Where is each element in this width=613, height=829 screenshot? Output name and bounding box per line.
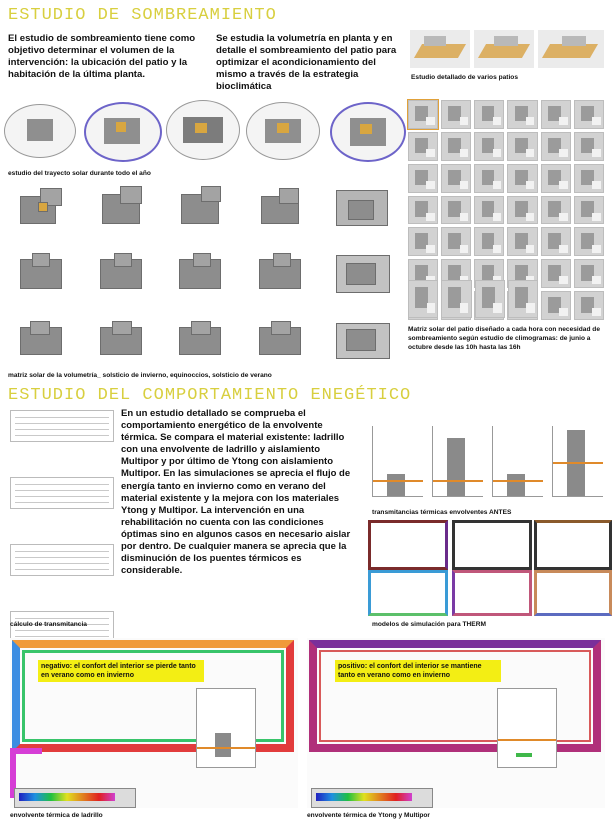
therm-model: [534, 570, 612, 616]
patio-matrix-cell: [474, 227, 504, 256]
transmittance-table: [10, 477, 114, 509]
patio-matrix-cell: [408, 132, 438, 161]
sun-path-diagram: [330, 102, 406, 162]
patio-solar-matrix-lastrow: [408, 280, 538, 318]
patio-matrix-cell: [441, 227, 471, 256]
volumetry-render: [328, 180, 402, 239]
patio-matrix-cell: [474, 132, 504, 161]
envelope-chart: [196, 688, 256, 768]
patio-matrix-cell: [574, 100, 604, 129]
patio-matrix-cell: [441, 196, 471, 225]
patio-matrix-cell: [507, 100, 537, 129]
volumetry-render: [90, 311, 164, 370]
volumetry-render: [169, 311, 243, 370]
envelope-chart: [497, 688, 557, 768]
patio-matrix-cell: [441, 280, 471, 318]
therm-model: [452, 570, 532, 616]
sun-path-diagram: [166, 100, 240, 160]
patio-study-images: [410, 30, 606, 70]
volumetry-render: [169, 180, 243, 239]
intro-paragraph-right: Se estudia la volumetría en planta y en detalle el sombreamiento del patio para optimizar el acondicionamiento del mismo a través de la estrategia bioclimática: [216, 33, 397, 92]
sun-path-diagrams: [4, 98, 402, 166]
patio-matrix-cell: [507, 132, 537, 161]
section-heading-sombreamiento: ESTUDIO DE SOMBREAMIENTO: [8, 6, 277, 25]
transmittance-chart: [552, 426, 603, 497]
volumetry-render: [10, 180, 84, 239]
transmittance-table: [10, 410, 114, 442]
therm-model: [452, 520, 532, 570]
transmittance-chart: [492, 426, 543, 497]
energy-paragraph: En un estudio detallado se comprueba el comportamiento energético de la envolvente térmica. Se compara el material existente: ladrillo con una envolvente de ladrillo y aislamiento Multipor y por último de Ytong con aislamiento Multipor. En las simulaciones se aprecia el flujo de energía tanto en invierno como en verano del material existente y la mejora con los materiales Ytong y Multipor. La intervención en una rehabilitación no cuenta con las condiciones óptimas sino en algunos casos en necesario aislar por dentro. De cualquier manera se aprecia que la disminución de los puentes térmicos es considerable.: [121, 408, 351, 577]
transmittance-charts: [368, 410, 608, 506]
volumetry-render: [10, 311, 84, 370]
therm-model: [368, 520, 448, 570]
volumetry-render: [90, 245, 164, 304]
sun-path-diagram: [246, 102, 320, 160]
volumetry-render: [328, 311, 402, 370]
patio-matrix-cell: [475, 280, 505, 318]
label-negativo: negativo: el confort del interior se pierde tanto en verano como en invierno: [38, 660, 204, 682]
volumetry-solar-matrix: [10, 180, 402, 370]
caption-patios: Estudio detallado de varios patios: [411, 74, 518, 81]
patio-matrix-cell: [408, 227, 438, 256]
transmittance-chart: [432, 426, 483, 497]
transmittance-table: [10, 544, 114, 576]
caption-transmitancias: transmitancias térmicas envolventes ANTES: [372, 509, 512, 516]
patio-matrix-cell: [474, 100, 504, 129]
patio-matrix-cell: [441, 132, 471, 161]
transmittance-tables: [10, 410, 114, 618]
patio-image: [474, 30, 534, 68]
transmittance-chart: [372, 426, 423, 497]
caption-ladrillo: envolvente térmica de ladrillo: [10, 812, 103, 819]
volumetry-render: [249, 180, 323, 239]
patio-matrix-cell: [507, 227, 537, 256]
patio-matrix-cell: [541, 291, 571, 320]
patio-matrix-cell: [541, 164, 571, 193]
patio-matrix-cell: [574, 259, 604, 288]
patio-matrix-cell: [441, 100, 471, 129]
patio-matrix-cell: [507, 164, 537, 193]
caption-calculo: cálculo de transmitancia: [10, 621, 87, 628]
patio-matrix-cell: [441, 164, 471, 193]
patio-matrix-cell: [408, 196, 438, 225]
patio-matrix-cell: [474, 164, 504, 193]
patio-matrix-cell: [541, 196, 571, 225]
patio-matrix-cell: [574, 227, 604, 256]
intro-paragraph-left: El estudio de sombreamiento tiene como objetivo determinar el volumen de la intervención: la ubicación del patio y la habitación de la última planta.: [8, 33, 196, 80]
patio-matrix-cell: [574, 164, 604, 193]
patio-matrix-cell: [508, 280, 538, 318]
volumetry-render: [249, 311, 323, 370]
volumetry-render: [90, 180, 164, 239]
therm-model: [368, 570, 448, 616]
section-heading-energetico: ESTUDIO DEL COMPORTAMIENTO ENEGÉTICO: [8, 386, 412, 405]
patio-matrix-cell: [408, 100, 438, 129]
color-legend: [14, 788, 136, 808]
patio-matrix-cell: [541, 259, 571, 288]
caption-matriz-volumetria: matriz solar de la volumetría_ solsticio de invierno, equinoccios, solsticio de verano: [8, 372, 272, 379]
volumetry-render: [249, 245, 323, 304]
volumetry-render: [328, 245, 402, 304]
patio-image: [410, 30, 470, 68]
color-legend: [311, 788, 433, 808]
therm-model: [534, 520, 612, 570]
patio-matrix-cell: [541, 100, 571, 129]
caption-ytong: envolvente térmica de Ytong y Multipor: [307, 812, 430, 819]
patio-matrix-cell: [507, 196, 537, 225]
caption-matriz-patio: Matriz solar del patio diseñado a cada hora con necesidad de sombreamiento según estudio de climogramas: de junio a octubre desde las 10h hasta las 16h: [408, 326, 601, 351]
patio-matrix-cell: [474, 196, 504, 225]
caption-modelos: modelos de simulación para THERM: [372, 621, 486, 628]
patio-matrix-cell: [541, 132, 571, 161]
caption-trayecto: estudio del trayecto solar durante todo el año: [8, 170, 151, 177]
volumetry-render: [169, 245, 243, 304]
patio-matrix-cell: [408, 164, 438, 193]
sun-path-diagram: [4, 104, 76, 158]
patio-matrix-cell: [408, 280, 438, 318]
patio-matrix-cell: [541, 227, 571, 256]
label-positivo: positivo: el confort del interior se mantiene tanto en verano como en invierno: [335, 660, 501, 682]
patio-matrix-cell: [574, 196, 604, 225]
patio-matrix-cell: [574, 132, 604, 161]
therm-models: [368, 520, 608, 616]
patio-matrix-cell: [574, 291, 604, 320]
patio-image: [538, 30, 604, 68]
sun-path-diagram: [84, 102, 162, 162]
volumetry-render: [10, 245, 84, 304]
